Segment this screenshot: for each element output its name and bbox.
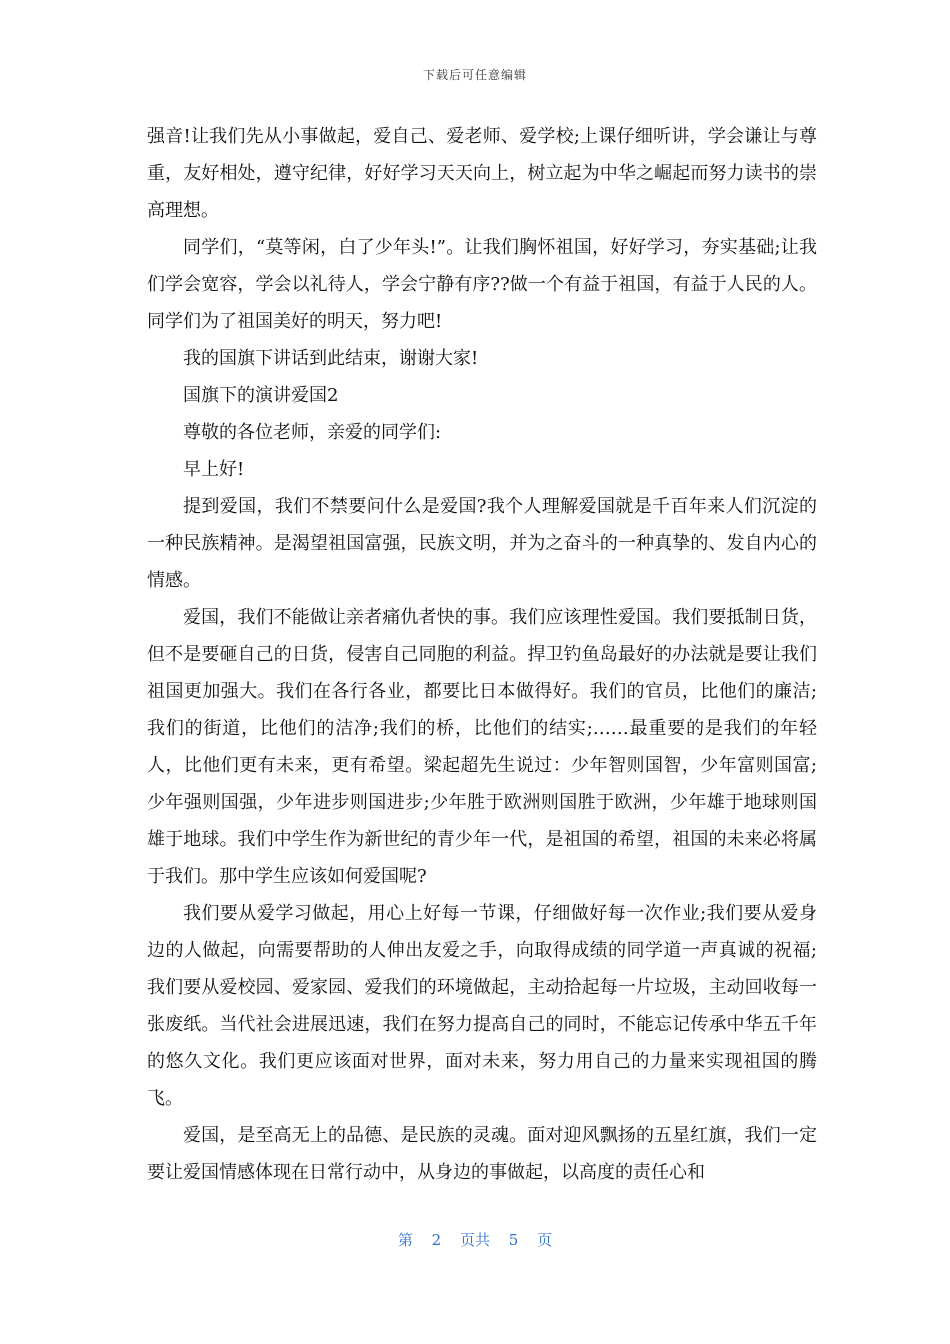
salutation: 尊敬的各位老师，亲爱的同学们: — [183, 422, 442, 443]
document-body — [147, 118, 817, 1191]
paragraph-10: 爱国，是至高无上的品德、是民族的灵魂。面对迎风飘扬的五星红旗，我们一定要让爱国情感体现在日常行动中，从身边的事做起，以高度的责任心和 — [147, 1125, 817, 1183]
section-title: 国旗下的演讲爱国2 — [183, 385, 339, 406]
greeting: 早上好! — [183, 459, 245, 480]
page-header-note: 下载后可任意编辑 — [422, 68, 527, 82]
paragraph-2: 同学们，“莫等闲，白了少年头!”。让我们胸怀祖国，好好学习，夯实基础;让我们学会宽容，学会以礼待人，学会宁静有序??做一个有益于祖国，有益于人民的人。同学们为了祖国美好的明天，努力吧! — [147, 237, 817, 332]
paragraph-7: 提到爱国，我们不禁要问什么是爱国?我个人理解爱国就是千百年来人们沉淀的一种民族精神。是渴望祖国富强，民族文明，并为之奋斗的一种真挚的、发自内心的情感。 — [147, 496, 817, 591]
paragraph-3: 我的国旗下讲话到此结束，谢谢大家! — [183, 348, 479, 369]
page-number-footer: 第 2 页共 5 页 — [397, 1231, 553, 1249]
paragraph-8: 爱国，我们不能做让亲者痛仇者快的事。我们应该理性爱国。我们要抵制日货，但不是要砸自己的日货，侵害自己同胞的利益。捍卫钓鱼岛最好的办法就是要让我们祖国更加强大。我们在各行各业，都要比日本做得好。我们的官员，比他们的廉洁;我们的街道，比他们的洁净;我们的桥，比他们的结实;……最重要的是我们的年轻人，比他们更有未来，更有希望。梁起超先生说过：少年智则国智，少年富则国富;少年强则国强，少年进步则国进步;少年胜于欧洲则国胜于欧洲，少年雄于地球则国雄于地球。我们中学生作为新世纪的青少年一代，是祖国的希望，祖国的未来必将属于我们。那中学生应该如何爱国呢? — [147, 607, 817, 887]
paragraph-1: 强音!让我们先从小事做起，爱自己、爱老师、爱学校;上课仔细听讲，学会谦让与尊重，友好相处，遵守纪律，好好学习天天向上，树立起为中华之崛起而努力读书的崇高理想。 — [147, 126, 817, 221]
paragraph-9: 我们要从爱学习做起，用心上好每一节课，仔细做好每一次作业;我们要从爱身边的人做起，向需要帮助的人伸出友爱之手，向取得成绩的同学道一声真诚的祝福;我们要从爱校园、爱家园、爱我们的环境做起，主动拾起每一片垃圾，主动回收每一张废纸。当代社会进展迅速，我们在努力提高自己的同时，不能忘记传承中华五千年的悠久文化。我们更应该面对世界，面对未来，努力用自己的力量来实现祖国的腾飞。 — [147, 903, 817, 1109]
